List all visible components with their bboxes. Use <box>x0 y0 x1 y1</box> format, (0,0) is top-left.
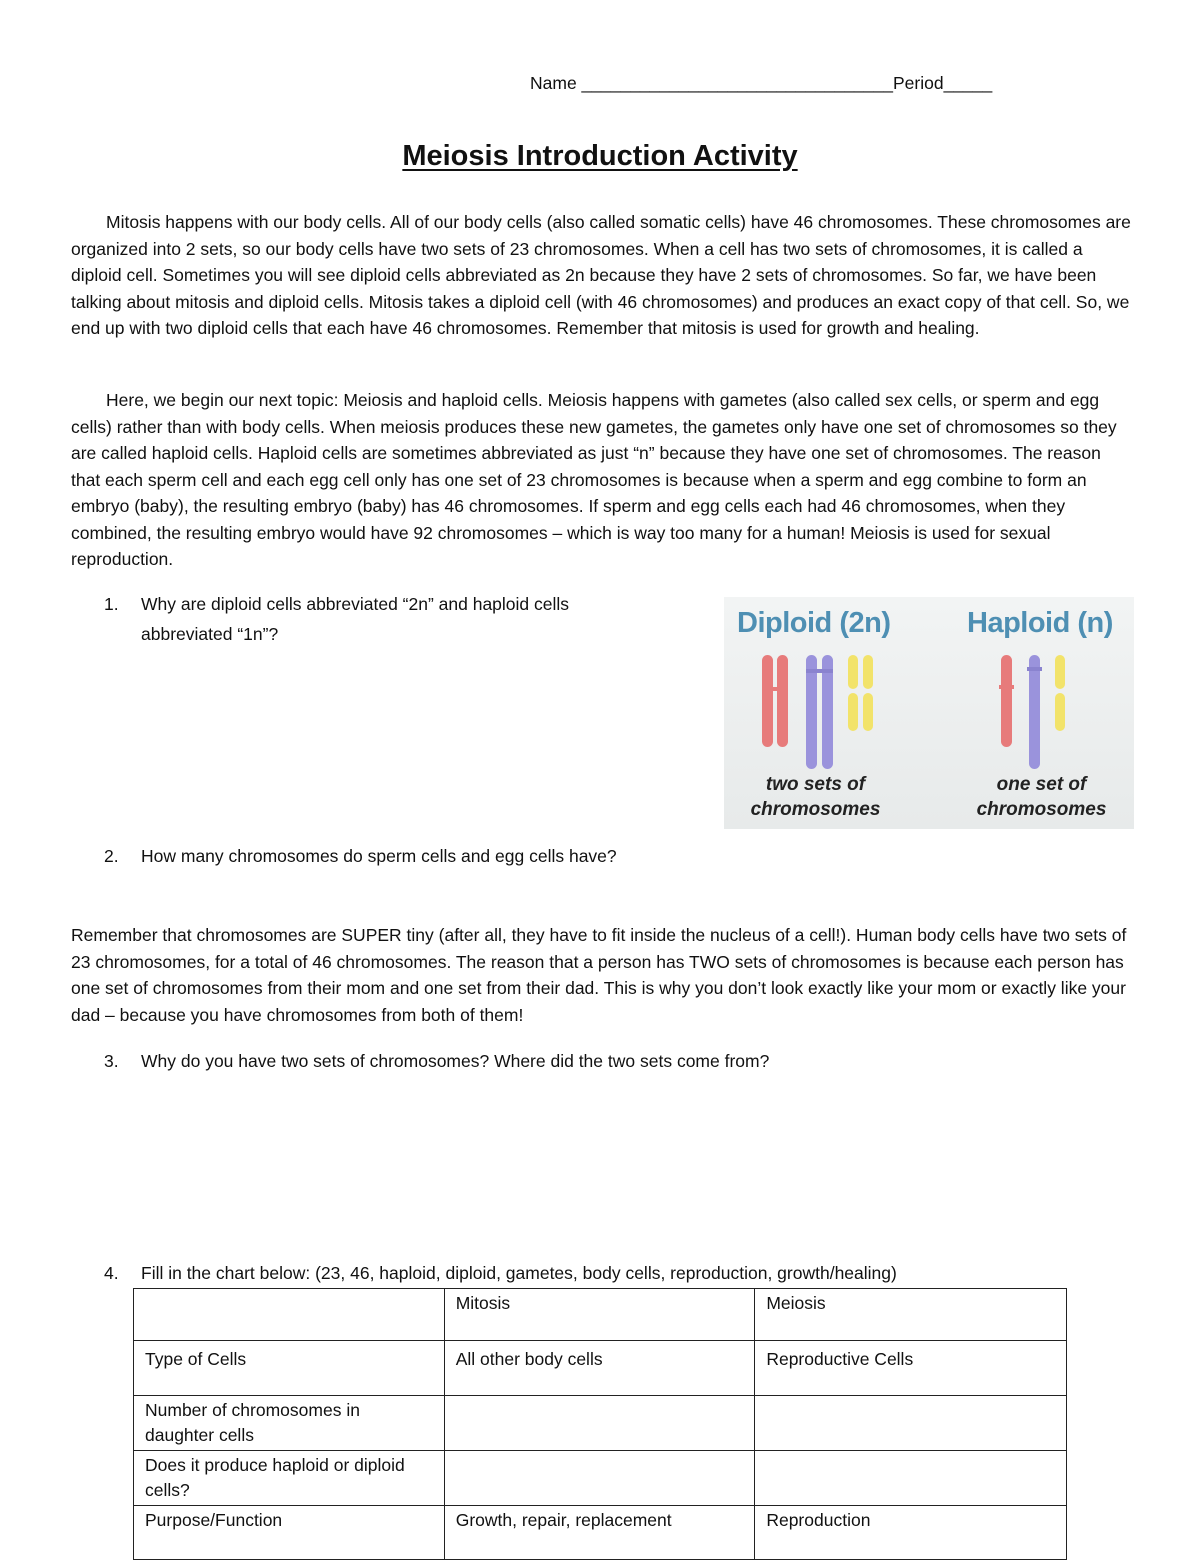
name-period-line[interactable]: Name ________________________________Period_____ <box>530 73 993 93</box>
haploid-red-chromosome <box>999 655 1014 747</box>
diploid-caption <box>738 772 893 822</box>
question-1-number: 1. <box>104 594 119 614</box>
chart-cell-meiosis[interactable]: Reproductive Cells <box>755 1341 1067 1396</box>
chromosome-sets-paragraph: Remember that chromosomes are SUPER tiny (after all, they have to fit inside the nucleus of a cell!). Human body cells have two sets of 23 chromosomes, for a total of 46 chromosomes. The reason that a person has TWO sets of chromosomes is because each person has one set of chromosomes from their mom and one set from their dad. This is why you don’t look exactly like your mom or exactly like your dad – because you have chromosomes from both of them! <box>71 925 1127 1025</box>
diploid-caption-line1: two sets of <box>765 774 866 795</box>
chart-row-haploid-or-diploid <box>134 1451 1067 1506</box>
question-1-text-line2: abbreviated “1n”? <box>141 624 279 644</box>
mitosis-meiosis-chart <box>133 1288 1067 1560</box>
haploid-purple-chromosome <box>1027 655 1042 769</box>
question-3-number: 3. <box>104 1051 119 1071</box>
question-2-text: How many chromosomes do sperm cells and egg cells have? <box>141 846 617 866</box>
chart-row-label: Does it produce haploid or diploid cells? <box>134 1451 445 1506</box>
meiosis-paragraph: Here, we begin our next topic: Meiosis and haploid cells. Meiosis happens with gametes (also called sex cells, or sperm and egg cells) rather than with body cells. When meiosis produces these new gametes, the gametes only have one set of chromosomes so they are called haploid cells. Haploid cells are sometimes abbreviated as just “n” because they have one set of chromosomes. The reason that each sperm cell and each egg cell only has one set of 23 chromosomes is because when a sperm and egg combine to form an embryo (baby), the resulting embryo (baby) has 46 chromosomes. If sperm and egg cells each had 46 chromosomes, when they combined, the resulting embryo would have 92 chromosomes – which is way too many for a human! Meiosis is used for sexual reproduction. <box>71 390 1117 569</box>
haploid-caption <box>964 772 1119 822</box>
chart-cell-mitosis[interactable] <box>444 1451 755 1506</box>
diploid-red-chromosome-pair <box>762 655 788 747</box>
question-3 <box>104 1046 769 1076</box>
chart-row-label: Number of chromosomes in daughter cells <box>134 1396 445 1451</box>
chart-row-number-of-chromosomes <box>134 1396 1067 1451</box>
chart-cell-mitosis[interactable]: Growth, repair, replacement <box>444 1506 755 1560</box>
haploid-caption-line2: chromosomes <box>976 799 1107 820</box>
chart-cell-meiosis[interactable] <box>755 1451 1067 1506</box>
question-4 <box>104 1258 897 1288</box>
page-title: Meiosis Introduction Activity <box>402 140 798 172</box>
chart-header-meiosis: Meiosis <box>755 1289 1067 1341</box>
mitosis-paragraph: Mitosis happens with our body cells. All of our body cells (also called somatic cells) have 46 chromosomes. These chromosomes are organized into 2 sets, so our body cells have two sets of 23 chromosomes. When a cell has two sets of chromosomes, it is called a diploid cell. Sometimes you will see diploid cells abbreviated as 2n because they have 2 sets of chromosomes. So far, we have been talking about mitosis and diploid cells. Mitosis takes a diploid cell (with 46 chromosomes) and produces an exact copy of that cell. So, we end up with two diploid cells that each have 46 chromosomes. Remember that mitosis is used for growth and healing. <box>71 212 1131 338</box>
question-4-text: Fill in the chart below: (23, 46, haploid, diploid, gametes, body cells, reproduction, growth/healing) <box>141 1263 897 1283</box>
chart-row-purpose-function <box>134 1506 1067 1560</box>
chart-row-label: Purpose/Function <box>134 1506 445 1560</box>
chart-cell-mitosis[interactable]: All other body cells <box>444 1341 755 1396</box>
diploid-haploid-figure <box>724 597 1134 829</box>
diploid-heading: Diploid (2n) <box>737 607 891 639</box>
chart-header-mitosis: Mitosis <box>444 1289 755 1341</box>
question-4-number: 4. <box>104 1263 119 1283</box>
diploid-yellow-chromosome-pair <box>848 655 873 731</box>
question-1-text-line1: Why are diploid cells abbreviated “2n” and haploid cells <box>141 594 570 614</box>
diploid-caption-line2: chromosomes <box>750 799 881 820</box>
haploid-yellow-chromosome <box>1055 655 1065 731</box>
haploid-heading: Haploid (n) <box>967 607 1113 639</box>
chart-row-label: Type of Cells <box>134 1341 445 1396</box>
chart-cell-mitosis[interactable] <box>444 1396 755 1451</box>
chart-cell-meiosis[interactable] <box>755 1396 1067 1451</box>
diploid-purple-chromosome-pair <box>806 655 833 769</box>
chart-cell-meiosis[interactable]: Reproduction <box>755 1506 1067 1560</box>
question-3-text: Why do you have two sets of chromosomes? Where did the two sets come from? <box>141 1051 770 1071</box>
haploid-caption-line1: one set of <box>996 774 1087 795</box>
question-1 <box>104 589 664 649</box>
chart-header-row <box>134 1289 1067 1341</box>
question-2 <box>104 841 617 871</box>
chart-header-blank <box>134 1289 445 1341</box>
question-2-number: 2. <box>104 846 119 866</box>
chart-row-type-of-cells <box>134 1341 1067 1396</box>
